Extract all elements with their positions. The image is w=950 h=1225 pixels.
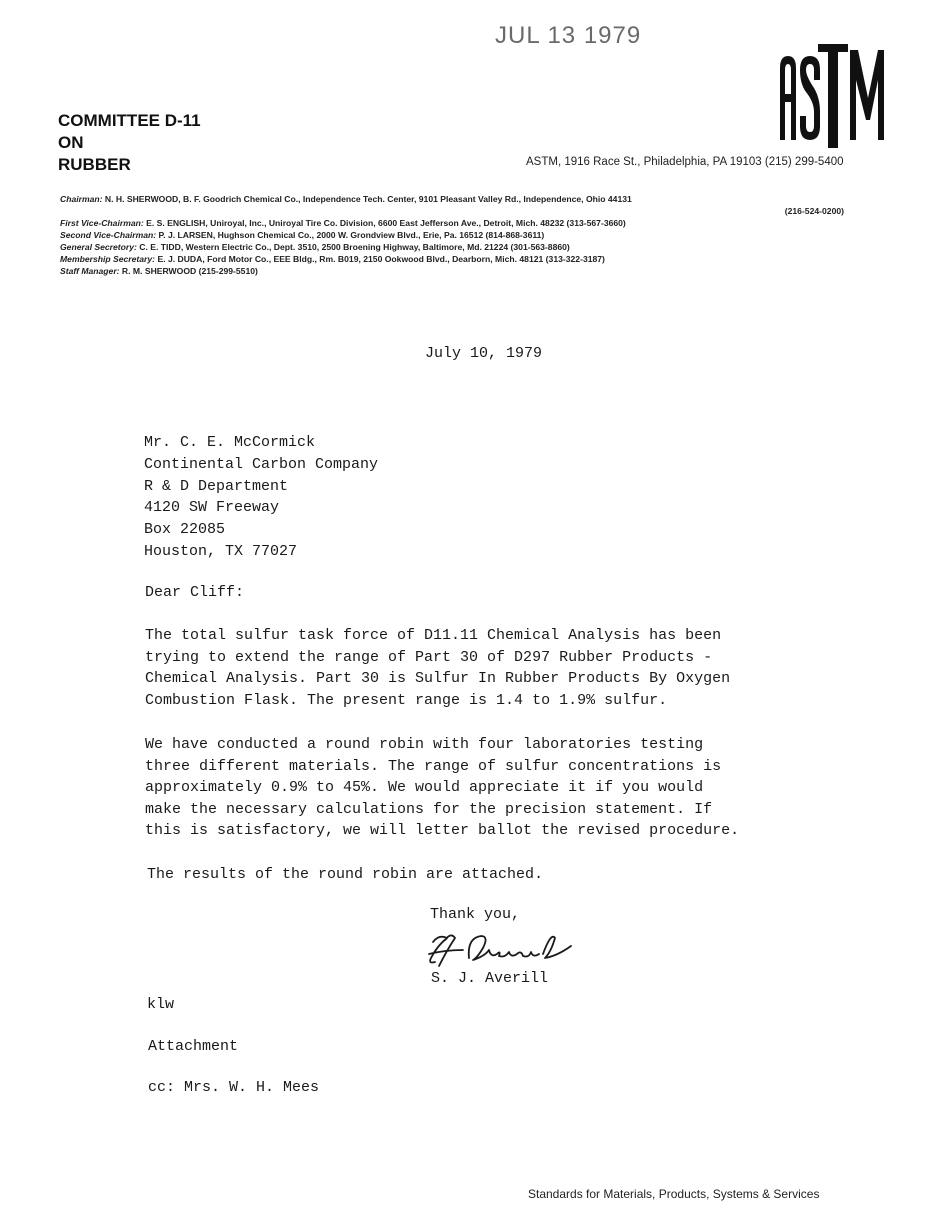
officer-row bbox=[60, 229, 860, 241]
officer-details: E. S. ENGLISH, Uniroyal, Inc., Uniroyal Tire Co. Division, 6600 East Jefferson Ave., Detroit, Mich. 48232 (313-567-3660) bbox=[146, 218, 626, 228]
officer-row bbox=[60, 265, 860, 277]
officer-details: E. J. DUDA, Ford Motor Co., EEE Bldg., Rm. B019, 2150 Ookwood Blvd., Dearborn, Mich. 48121 (313-322-3187) bbox=[157, 254, 605, 264]
officer-details: R. M. SHERWOOD (215-299-5510) bbox=[121, 266, 258, 276]
astm-logo bbox=[774, 40, 886, 148]
officer-role: Chairman: bbox=[60, 194, 103, 204]
committee-line: RUBBER bbox=[58, 155, 131, 174]
recipient-line: Continental Carbon Company bbox=[144, 455, 379, 473]
committee-line: ON bbox=[58, 133, 84, 152]
paragraph-line: We have conducted a round robin with four laboratories testing bbox=[145, 736, 704, 753]
officer-role: First Vice-Chairman: bbox=[60, 218, 144, 228]
handwritten-signature bbox=[425, 928, 577, 968]
committee-title bbox=[58, 110, 201, 176]
paragraph-line: trying to extend the range of Part 30 of D297 Rubber Products - bbox=[145, 648, 713, 666]
recipient-line: Mr. C. E. McCormick bbox=[144, 434, 316, 451]
officer-role: Second Vice-Chairman: bbox=[60, 230, 157, 240]
officer-details: N. H. SHERWOOD, B. F. Goodrich Chemical Co., Independence Tech. Center, 9101 Pleasant Valley Rd., Independence, Ohio 44131 bbox=[104, 194, 632, 204]
officer-role: General Secretory: bbox=[60, 242, 137, 252]
officer-details: C. E. TIDD, Western Electric Co., Dept. 3510, 2500 Broening Highway, Baltimore, Md. 21224 (301-563-8860) bbox=[139, 242, 570, 252]
letter-date: July 10, 1979 bbox=[425, 345, 543, 362]
recipient-line: Houston, TX 77027 bbox=[144, 542, 298, 560]
closing: Thank you, bbox=[430, 906, 521, 923]
committee-line: COMMITTEE D-11 bbox=[58, 111, 201, 130]
paragraph-line: Chemical Analysis. Part 30 is Sulfur In Rubber Products By Oxygen bbox=[145, 670, 731, 687]
officer-details: (216-524-0200) bbox=[784, 206, 844, 216]
cc-line: cc: Mrs. W. H. Mees bbox=[148, 1079, 320, 1096]
officer-row bbox=[60, 205, 860, 217]
recipient-line: Box 22085 bbox=[144, 521, 226, 539]
paragraph-line: three different materials. The range of sulfur concentrations is bbox=[145, 757, 722, 775]
recipient-line: 4120 SW Freeway bbox=[144, 499, 280, 517]
footer-tagline: Standards for Materials, Products, Systems & Services bbox=[528, 1187, 820, 1201]
paragraph-line: Combustion Flask. The present range is 1.4 to 1.9% sulfur. bbox=[145, 691, 668, 709]
typist-initials: klw bbox=[147, 996, 175, 1013]
officer-role: Staff Manager: bbox=[60, 266, 120, 276]
received-date-stamp: JUL 13 1979 bbox=[495, 22, 642, 49]
salutation: Dear Cliff: bbox=[145, 584, 245, 601]
officer-row bbox=[60, 241, 860, 253]
astm-address: ASTM, 1916 Race St., Philadelphia, PA 19103 (215) 299-5400 bbox=[526, 156, 844, 168]
paragraph-line: The total sulfur task force of D11.11 Chemical Analysis has been bbox=[145, 627, 722, 644]
officer-row bbox=[60, 217, 860, 229]
attachment-note: Attachment bbox=[148, 1038, 239, 1055]
officers-list bbox=[60, 193, 860, 277]
officer-row bbox=[60, 253, 860, 265]
signer-name: S. J. Averill bbox=[431, 970, 549, 987]
paragraph-line: make the necessary calculations for the precision statement. If bbox=[145, 800, 713, 818]
recipient-line: R & D Department bbox=[144, 477, 289, 495]
body-paragraph-1 bbox=[145, 625, 730, 711]
paragraph-line: approximately 0.9% to 45%. We would appreciate it if you would bbox=[145, 779, 704, 796]
officer-details: P. J. LARSEN, Hughson Chemical Co., 2000 W. Grondview Blvd., Erie, Pa. 16512 (814-868-3611) bbox=[158, 230, 545, 240]
body-paragraph-2 bbox=[145, 734, 739, 842]
body-paragraph-3: The results of the round robin are attached. bbox=[147, 866, 544, 883]
officer-role: Membership Secretary: bbox=[60, 254, 156, 264]
officer-row bbox=[60, 193, 860, 205]
paragraph-line: this is satisfactory, we will letter ballot the revised procedure. bbox=[145, 822, 740, 839]
recipient-address bbox=[144, 432, 378, 563]
